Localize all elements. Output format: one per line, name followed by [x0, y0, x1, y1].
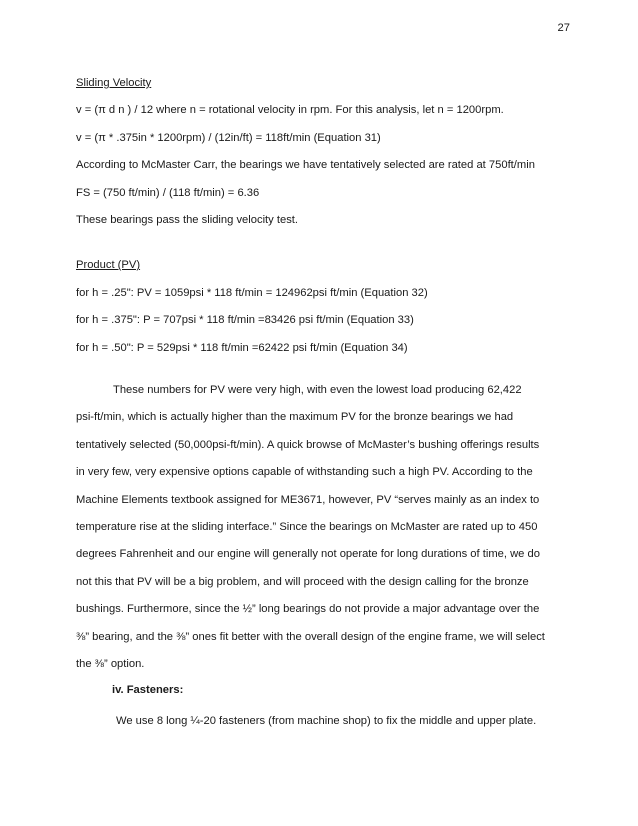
paragraph-line: in very few, very expensive options capable of withstanding such a high PV. According to the — [76, 466, 533, 479]
sliding-velocity-factor-of-safety: FS = (750 ft/min) / (118 ft/min) = 6.36 — [76, 187, 260, 199]
paragraph-line: degrees Fahrenheit and our engine will generally not operate for long durations of time, we do — [76, 548, 540, 561]
paragraph-line: not this that PV will be a big problem, and will proceed with the design calling for the bronze — [76, 575, 529, 588]
paragraph-line: psi-ft/min, which is actually higher than the maximum PV for the bronze bearings we had — [76, 411, 514, 424]
sliding-velocity-formula: v = (π d n ) / 12 where n = rotational velocity in rpm. For this analysis, let n = 1200rpm. — [76, 104, 504, 116]
paragraph-line: temperature rise at the sliding interface.” Since the bearings on McMaster are rated up to 450 — [76, 520, 538, 533]
product-pv-equation-32: for h = .25": PV = 1059psi * 118 ft/min = 124962psi ft/min (Equation 32) — [76, 287, 428, 299]
paragraph-line: These numbers for PV were very high, with even the lowest load producing 62,422 — [113, 384, 522, 396]
fasteners-text: We use 8 long ¼-20 fasteners (from machine shop) to fix the middle and upper plate. — [116, 715, 537, 727]
product-pv-equation-33: for h = .375": P = 707psi * 118 ft/min =83426 psi ft/min (Equation 33) — [76, 314, 414, 326]
paragraph-line: bushings. Furthermore, since the ½” long bearings do not provide a major advantage over the — [76, 603, 540, 616]
sliding-velocity-equation-31: v = (π * .375in * 1200rpm) / (12in/ft) = 118ft/min (Equation 31) — [76, 132, 381, 144]
page-number: 27 — [557, 22, 570, 34]
sliding-velocity-heading: Sliding Velocity — [76, 77, 152, 89]
paragraph-line: ⅜” bearing, and the ⅜” ones fit better with the overall design of the engine frame, we will select — [76, 630, 545, 643]
sliding-velocity-conclusion: These bearings pass the sliding velocity test. — [76, 214, 299, 226]
sliding-velocity-rating: According to McMaster Carr, the bearings we have tentatively selected are rated at 750ft/min — [76, 159, 535, 171]
fasteners-heading: iv. Fasteners: — [112, 684, 184, 696]
paragraph-line: Machine Elements textbook assigned for ME3671, however, PV “serves mainly as an index to — [76, 493, 540, 506]
product-pv-equation-34: for h = .50": P = 529psi * 118 ft/min =62422 psi ft/min (Equation 34) — [76, 342, 408, 354]
paragraph-line: tentatively selected (50,000psi-ft/min). A quick browse of McMaster’s bushing offerings results — [76, 438, 540, 451]
pv-discussion-paragraph — [76, 377, 566, 678]
product-pv-heading: Product (PV) — [76, 259, 141, 271]
paragraph-line: the ⅜” option. — [76, 657, 145, 670]
